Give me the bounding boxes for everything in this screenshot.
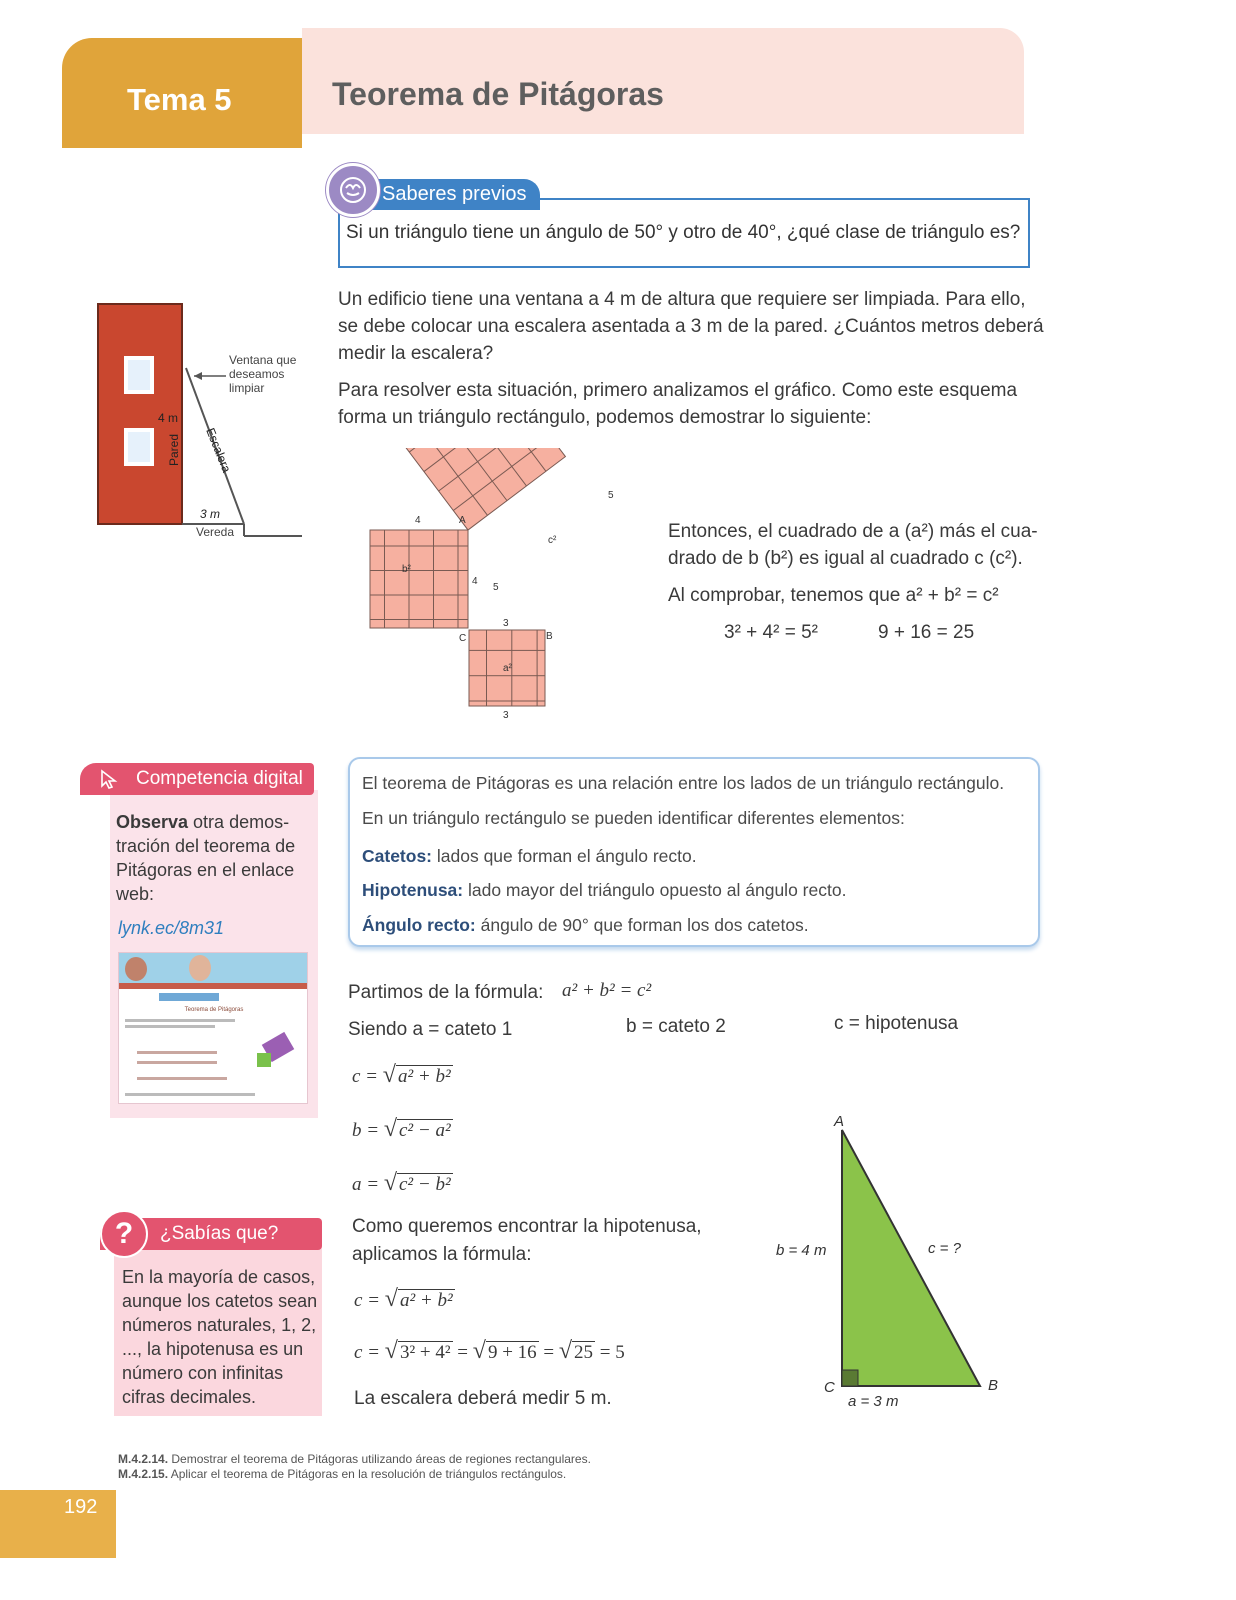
equation-powers: 3² + 4² = 5²: [724, 622, 818, 643]
definition-line-2: En un triángulo rectángulo se pueden identificar diferentes elementos:: [362, 808, 905, 828]
competencia-text: [116, 810, 312, 906]
sqrt-icon: √: [558, 1338, 573, 1364]
side-c-label: c = ?: [928, 1240, 961, 1257]
cateto-1-def: Siendo a = cateto 1: [348, 1019, 513, 1040]
label-B: B: [546, 631, 553, 642]
analysis-line-2: forma un triángulo rectángulo, podemos demostrar lo siguiente:: [338, 407, 872, 428]
tema-label: Tema 5: [127, 82, 232, 117]
vertex-B: B: [988, 1377, 999, 1394]
window-lower: [126, 430, 152, 464]
formula-solution-lhs: c =: [354, 1342, 381, 1363]
window-label-3: limpiar: [229, 381, 265, 395]
arrow-icon: [194, 372, 202, 380]
side-b-label: b = 4 m: [776, 1242, 827, 1259]
page-title: Teorema de Pitágoras: [332, 76, 664, 112]
website-screenshot: [118, 952, 308, 1104]
competencia-label: Competencia digital: [136, 768, 303, 789]
conclusion: La escalera deberá medir 5 m.: [354, 1388, 612, 1409]
footnote-2: [118, 1467, 566, 1481]
intro-line-1: Un edificio tiene una ventana a 4 m de altura que requiere ser limpiada. Para ello,: [338, 289, 1026, 310]
brain-icon: [326, 163, 380, 217]
competencia-digital-tab: [80, 763, 314, 795]
radicand-2: 9 + 16: [487, 1342, 537, 1363]
explain-line-2: drado de b (b²) es igual al cuadrado c (c²).: [668, 548, 1023, 569]
angulo-term: Ángulo recto:: [362, 915, 476, 935]
pythagoras-squares-diagram: [360, 448, 650, 726]
hipotenusa-def-line: c = hipotenusa: [834, 1013, 959, 1034]
hipotenusa-def: lado mayor del triángulo opuesto al ángulo recto.: [463, 880, 847, 900]
formula-b: [352, 1116, 453, 1143]
formula-b-lhs: b =: [352, 1120, 380, 1141]
explain-line-1: Entonces, el cuadrado de a (a²) más el cua-: [668, 521, 1038, 542]
side-a-label: a = 3 m: [848, 1393, 899, 1410]
sqrt-icon: √: [384, 1286, 398, 1312]
sqrt-icon: √: [472, 1338, 486, 1364]
saberes-label: Saberes previos: [382, 183, 527, 205]
competencia-text-rest: otra demos-tración del teorema de Pitágoras en el enlace web:: [116, 812, 296, 904]
radicand-1: 3² + 4²: [399, 1342, 451, 1363]
definition-angulo: [362, 915, 809, 936]
formula-a: [352, 1170, 453, 1197]
definition-box: [348, 757, 1040, 947]
header-title-band: [302, 28, 1024, 134]
label-b2: b²: [402, 564, 411, 575]
sabias-que-label: ¿Sabías que?: [160, 1223, 279, 1244]
page-number: 192: [64, 1496, 98, 1518]
label-c2: c²: [548, 535, 557, 546]
footnote-2-text: Aplicar el teorema de Pitágoras en la resolución de triángulos rectángulos.: [168, 1467, 567, 1481]
footnote-1: [118, 1452, 591, 1466]
competencia-text-bold: Observa: [116, 812, 189, 832]
label-5-top: 5: [608, 490, 614, 501]
intro-line-3: medir la escalera?: [338, 343, 494, 364]
label-3-bottom: 3: [503, 710, 509, 721]
wall-label: Pared: [167, 433, 181, 466]
competencia-link[interactable]: lynk.ec/8m31: [118, 918, 225, 938]
hipotenusa-term: Hipotenusa:: [362, 880, 464, 900]
analysis-line-1: Para resolver esta situación, primero analizamos el gráfico. Como este esquema: [338, 380, 1018, 401]
square-b2: [370, 530, 468, 628]
equation-sum: 9 + 16 = 25: [878, 622, 975, 643]
sabias-que-text: En la mayoría de casos, aunque los catetos sean números naturales, 1, 2, ..., la hipotenusa es un número con infinitas cifras decimales.: [122, 1267, 318, 1407]
saberes-question: Si un triángulo tiene un ángulo de 50° y otro de 40°, ¿qué clase de triángulo es?: [346, 222, 1021, 243]
hipotenusa-intro-2: aplicamos la fórmula:: [352, 1244, 532, 1265]
right-triangle-diagram: [770, 1106, 1010, 1412]
definition-catetos: [362, 846, 697, 867]
window-upper: [126, 358, 152, 392]
formula-c-lhs: c =: [352, 1066, 379, 1087]
window-label-2: deseamos: [229, 367, 285, 381]
label-a2: a²: [503, 663, 512, 674]
ladder-label: Escalera: [203, 425, 234, 475]
cateto-2-def: b = cateto 2: [626, 1016, 726, 1037]
cursor-icon: [98, 768, 120, 790]
website-title: Teorema de Pitágoras: [184, 1007, 244, 1013]
formula-c-radicand: a² + b²: [397, 1066, 451, 1087]
question-icon: ?: [100, 1210, 148, 1258]
page-number-band: [0, 1490, 116, 1558]
catetos-term: Catetos:: [362, 846, 433, 866]
sqrt-icon: √: [384, 1338, 398, 1364]
footnote-1-code: M.4.2.14.: [118, 1452, 169, 1466]
triangle-shape: [842, 1130, 980, 1386]
label-4-top: 4: [415, 515, 421, 526]
formula-b-radicand: c² − a²: [399, 1120, 451, 1141]
building-diagram: [94, 298, 306, 544]
sqrt-icon: √: [383, 1116, 397, 1142]
formula-apply-lhs: c =: [354, 1290, 381, 1311]
formula-solution: [354, 1338, 625, 1365]
radicand-3: 25: [574, 1342, 594, 1363]
hipotenusa-intro-1: Como queremos encontrar la hipotenusa,: [352, 1216, 702, 1237]
intro-line-2: se debe colocar una escalera asentada a 3 m de la pared. ¿Cuántos metros deberá: [338, 316, 1044, 337]
equals-1: =: [457, 1342, 469, 1363]
sqrt-icon: √: [383, 1170, 397, 1196]
base-label: 3 m: [200, 507, 221, 521]
formula-apply-radicand: a² + b²: [399, 1290, 453, 1311]
label-4-mid: 4: [472, 576, 478, 587]
sidewalk-label: Vereda: [196, 525, 235, 539]
footnote-2-code: M.4.2.15.: [118, 1467, 169, 1481]
formula-intro: Partimos de la fórmula:: [348, 982, 544, 1003]
formula-c: [352, 1062, 453, 1089]
height-label: 4 m: [158, 411, 179, 425]
definition-hipotenusa: [362, 880, 846, 901]
vertex-A: A: [834, 1113, 845, 1130]
label-C: C: [459, 633, 467, 644]
footnote-1-text: Demostrar el teorema de Pitágoras utilizando áreas de regiones rectangulares.: [168, 1452, 591, 1466]
formula-a-radicand: c² − b²: [399, 1174, 451, 1195]
label-3-top: 3: [503, 618, 509, 629]
definition-line-1: El teorema de Pitágoras es una relación entre los lados de un triángulo rectángulo.: [362, 773, 1005, 793]
vertex-C: C: [824, 1379, 835, 1396]
formula-a-lhs: a =: [352, 1174, 380, 1195]
equals-2: =: [543, 1342, 555, 1363]
label-A: A: [459, 515, 466, 526]
right-angle-mark: [842, 1370, 858, 1386]
result: = 5: [599, 1342, 625, 1363]
header-tema-band: [62, 38, 302, 148]
label-5-mid: 5: [493, 582, 499, 593]
formula-pythagoras: a² + b² = c²: [562, 980, 652, 1001]
sqrt-icon: √: [382, 1062, 396, 1088]
formula-apply: [354, 1286, 455, 1313]
window-label-1: Ventana que: [229, 353, 297, 367]
angulo-def: ángulo de 90° que forman los dos catetos.: [475, 915, 809, 935]
catetos-def: lados que forman el ángulo recto.: [432, 846, 697, 866]
explain-line-3: Al comprobar, tenemos que a² + b² = c²: [668, 585, 999, 606]
